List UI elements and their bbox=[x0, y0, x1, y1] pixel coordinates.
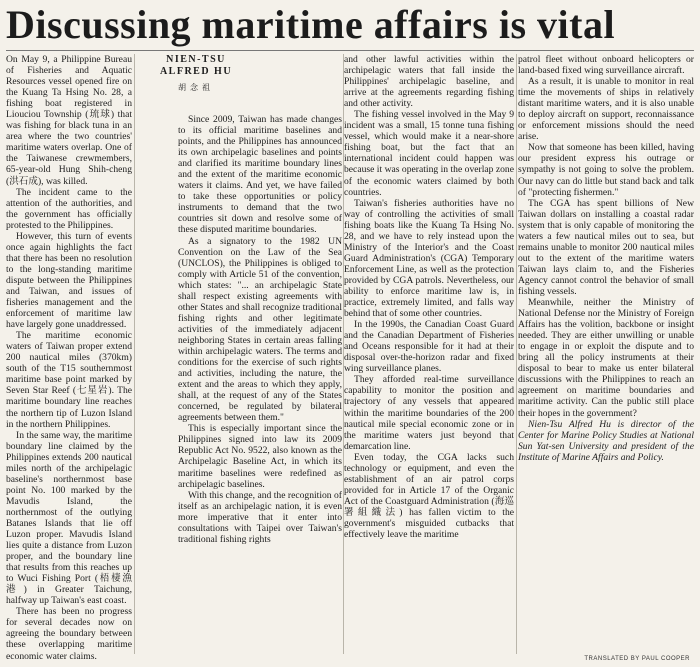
paragraph: Meanwhile, neither the Ministry of National Defense nor the Ministry of Foreign Affairs has the volition, backbone or insight needed. They are either unwilling or unable to engage in or exploit the dispute and to bring all the policy instruments at their disposal to bear to make us enter bilateral discussions with the Philippines to reach an agreement on maritime boundaries and maritime activity. Can the public still place their hopes in the government? bbox=[518, 297, 694, 419]
paragraph: As a signatory to the 1982 UN Convention on the Law of the Sea (UNCLOS), the Philippines is obliged to comply with Article 51 of the convention, which states: "... an archipelagic State shall respect existing agreements with other States and shall recognize traditional fishing rights and other legitimate activities of the immediately adjacent neighboring States in certain areas falling within archipelagic waters. The terms and conditions for the exercise of such rights and activities, including the nature, the extent and the areas to which they apply, shall, at the request of any of the States concerned, be regulated by bilateral agreements between them." bbox=[178, 235, 342, 424]
column-divider bbox=[134, 54, 135, 654]
paragraph: In the 1990s, the Canadian Coast Guard and the Canadian Department of Fisheries and Oceans responsible for it had at their disposal over-the-horizon radar and fixed wing surveillance planes. bbox=[344, 319, 514, 375]
byline-chinese-name: 胡念祖 bbox=[178, 83, 214, 92]
paragraph: patrol fleet without onboard helicopters or land-based fixed wing surveillance aircraft. bbox=[518, 54, 694, 77]
paragraph: and other lawful activities within the archipelagic waters that fall inside the Philippines' archipelagic baseline, and arrive at the agreements regarding fishing and other activity. bbox=[344, 54, 514, 110]
paragraph: As a result, it is unable to monitor in real time the movements of ships in relatively distant maritime waters, and it is also unable to deploy aircraft on support, reconnaissance or enforcement missions should the need arise. bbox=[518, 76, 694, 143]
headline-rule bbox=[6, 50, 694, 51]
column-1 bbox=[6, 54, 132, 662]
column-4 bbox=[518, 54, 694, 654]
paragraph: The incident came to the attention of the authorities, and the government has officially protested to the Philippines. bbox=[6, 186, 132, 231]
paragraph: Even today, the CGA lacks such technology or equipment, and even the establishment of an air patrol corps provided for in Article 17 of the Organic Act of the Coastguard Administration (海巡署組織法) has fallen victim to the government's misguided cutbacks that effectively leave the maritime bbox=[344, 451, 514, 541]
column-3 bbox=[344, 54, 514, 654]
column-divider bbox=[516, 54, 517, 654]
paragraph: Now that someone has been killed, having our president express his outrage or sympathy is not going to solve the problem. Our navy can do little but stand back and talk of "protecting fishermen." bbox=[518, 142, 694, 198]
byline-name bbox=[96, 54, 296, 78]
paragraph: There has been no progress for several decades now on agreeing the boundary between these overlapping maritime economic water claims. bbox=[6, 606, 132, 662]
byline-name-line2: ALFRED HU bbox=[159, 66, 233, 77]
paragraph: This is especially important since the Philippines signed into law its 2009 Republic Act No. 9522, also known as the Archipelagic Baseline Act, in which its maritime baselines were redefined as archipelagic baselines. bbox=[178, 423, 342, 490]
paragraph: With this change, and the recognition of itself as an archipelagic nation, it is even more imperative that it enter into consultations with Taipei over Taiwan's traditional fishing rights bbox=[178, 489, 342, 545]
paragraph: Taiwan's fisheries authorities have no way of controlling the activities of small fishing boats like the Kuang Ta Hsing No. 28, and we have to rely instead upon the Ministry of the Interior's and the Coast Guard Administration's (CGA) Temporary Enforcement Line, as well as the protection provided by CGA patrols. Nevertheless, our ability to enforce maritime law is, in practice, extremely limited, and falls way behind that of some other countries. bbox=[344, 197, 514, 320]
author-bio: Nien-Tsu Alfred Hu is director of the Center for Marine Policy Studies at National Sun Yat-sen University and president of the Institute of Marine Affairs and Policy. bbox=[518, 418, 694, 463]
paragraph: They afforded real-time surveillance capability to monitor the position and trajectory of any vessels that appeared within the maritime boundaries of the 200 nautical mile special economic zone or in the maritime waters just beyond that demarcation line. bbox=[344, 374, 514, 452]
translation-credit: TRANSLATED BY PAUL COOPER bbox=[584, 656, 690, 662]
headline: Discussing maritime affairs is vital bbox=[6, 2, 616, 47]
paragraph: In the same way, the maritime boundary line claimed by the Philippines extends 200 nautical miles north of the archipelagic baseline's northernmost base point No. 100 marked by the Mavudis Island, the northernmost of the outlying Batanes Islands that lie off Luzon proper. Mavudis Island lies quite a distance from Luzon proper, and the boundary line that results from this reaches up to Wuci Fishing Port (梧棲漁港) in Greater Taichung, halfway up Taiwan's east coast. bbox=[6, 429, 132, 607]
byline-name-line1: NIEN-TSU bbox=[166, 54, 226, 65]
paragraph: However, this turn of events once again highlights the fact that there has been no resolution to the long-standing maritime dispute between the Philippines and Taiwan, and issues of fisheries management and the enforcement of maritime law have largely gone unaddressed. bbox=[6, 230, 132, 331]
byline bbox=[136, 54, 233, 114]
paragraph: The fishing vessel involved in the May 9 incident was a small, 15 tonne tuna fishing vessel, which would make it a near-shore fishing boat, but the fact that an international incident could happen was because it was operating in the overlap zone of the economic waters claimed by both countries. bbox=[344, 109, 514, 198]
column-2 bbox=[178, 114, 342, 654]
paragraph: On May 9, a Philippine Bureau of Fisheries and Aquatic Resources vessel opened fire on the Kuang Ta Hsing No. 28, a fishing boat registered in Liouciou Township (琉球) that was fishing for black tuna in an area where the two countries' maritime waters overlap. One of the Taiwanese crewmembers, 65-year-old Hung Shih-cheng (洪石成), was killed. bbox=[6, 54, 132, 187]
paragraph: Since 2009, Taiwan has made changes to its official maritime baselines and points, and the Philippines has announced its own archipelagic baselines and points and clarified its maritime boundary lines and the extent of the maritime economic waters it claims. And yet, we have failed to take these opportunities or policy instruments to demand that the two countries sit down and resolve some of these disputed maritime boundaries. bbox=[178, 114, 342, 236]
paragraph: The maritime economic waters of Taiwan proper extend 200 nautical miles (370km) south of the T15 southernmost maritime base point marked by Seven Star Reef (七星岩). The maritime boundary line reaches the northern tip of Luzon Island in the northern Philippines. bbox=[6, 330, 132, 430]
paragraph: The CGA has spent billions of New Taiwan dollars on installing a coastal radar system that is only capable of monitoring the waters a few nautical miles out to sea, but remains unable to monitor 200 nautical miles out to the extent of the maritime waters Taiwan lays claim to, and the Fisheries Agency cannot control the behavior of small fishing vessels. bbox=[518, 197, 694, 297]
